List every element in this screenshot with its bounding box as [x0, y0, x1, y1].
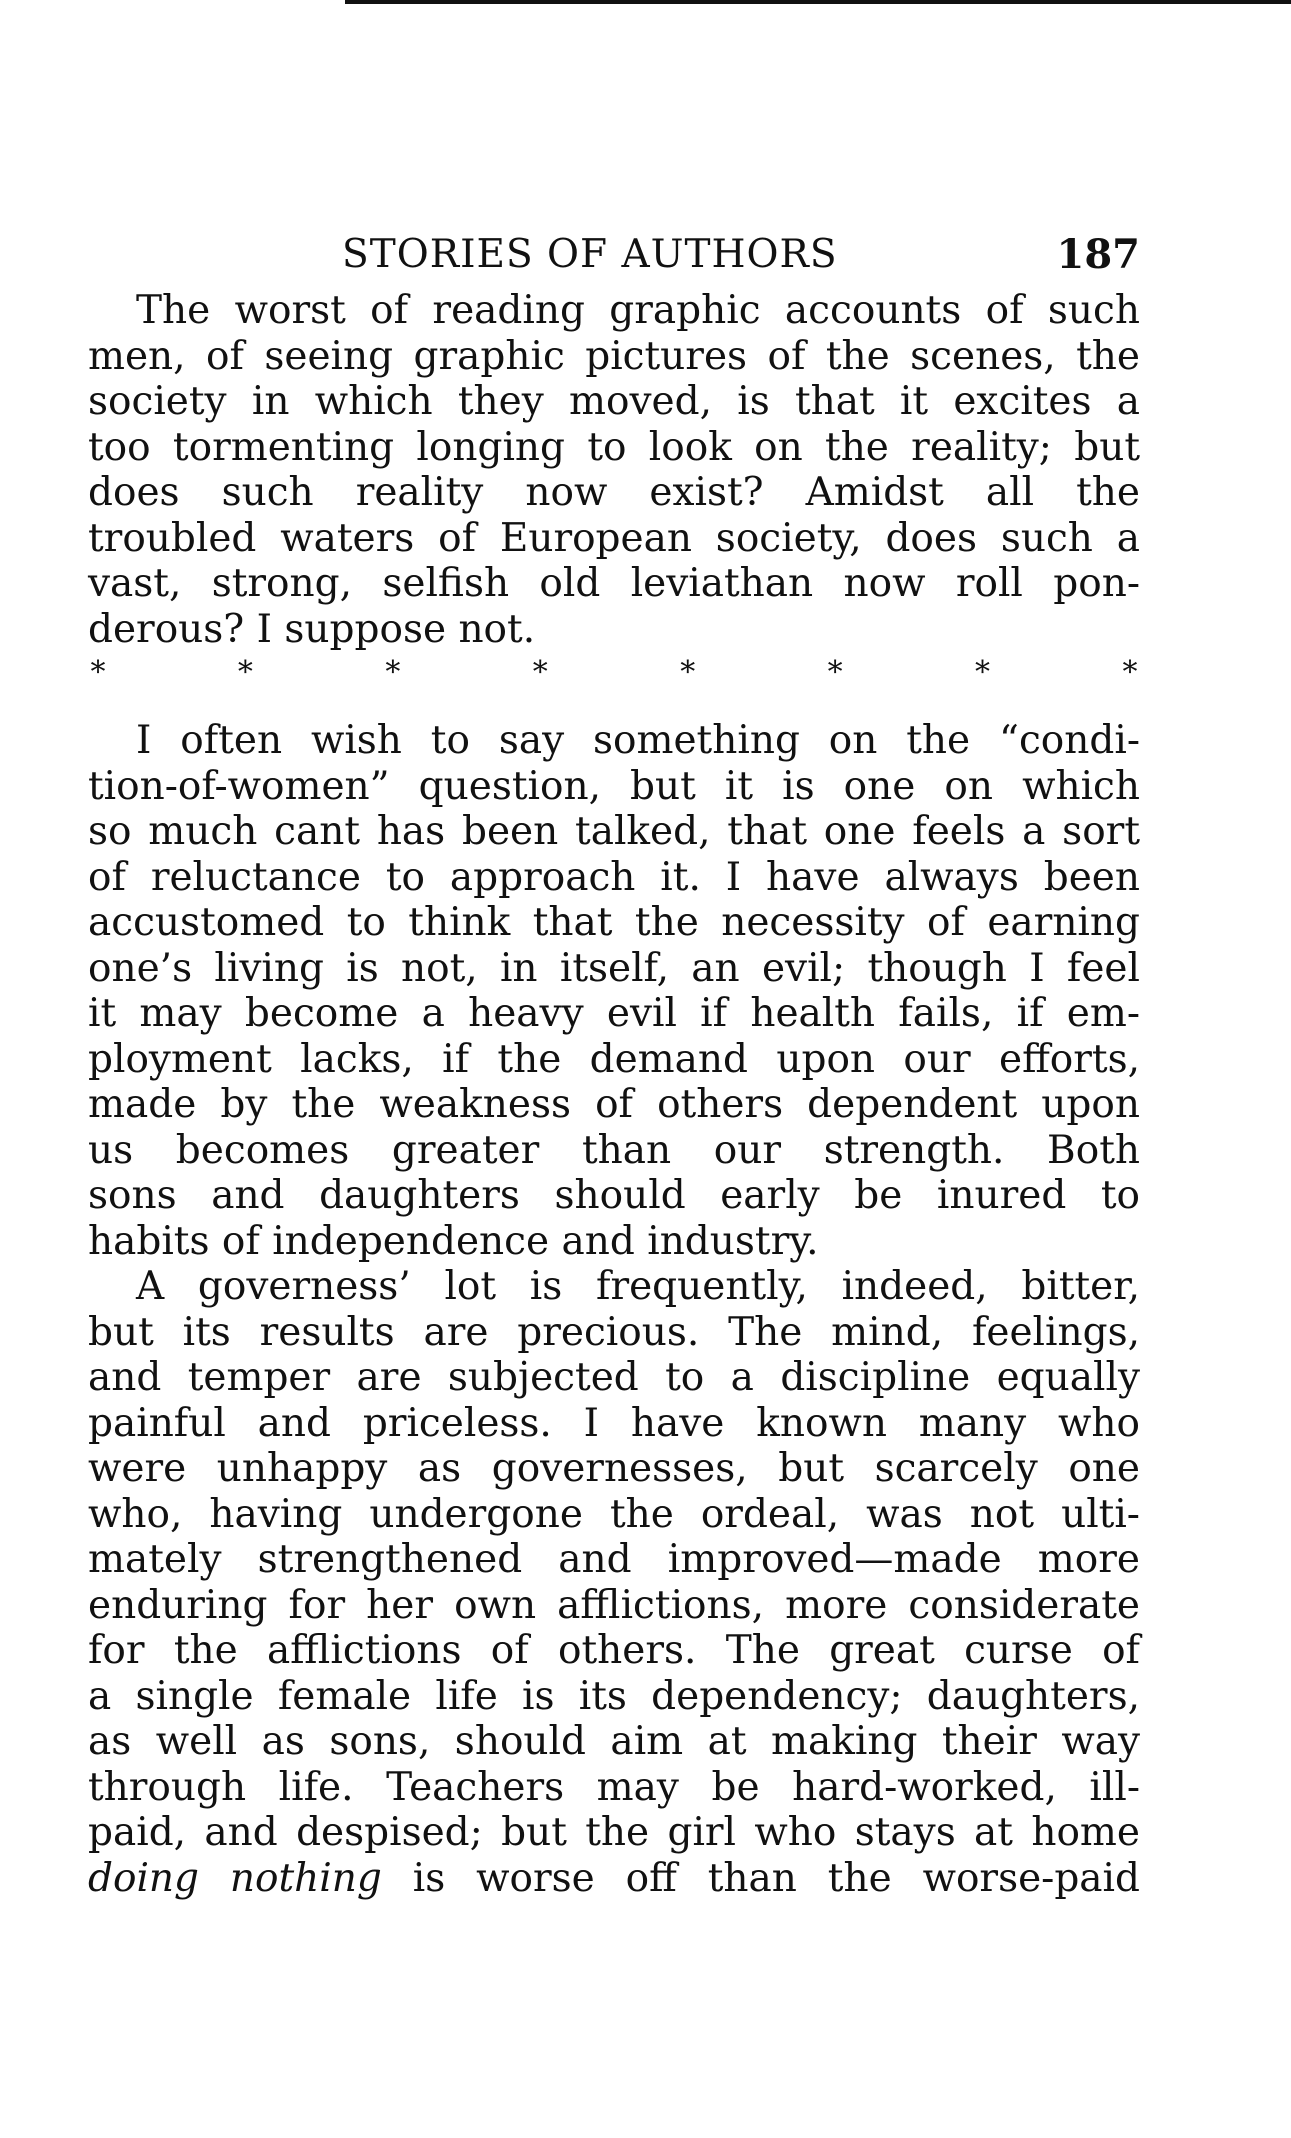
separator-asterisk: *	[680, 655, 696, 690]
italic-phrase: doing nothing	[88, 1855, 382, 1901]
separator-asterisk: *	[1122, 655, 1138, 690]
text-line: a single female life is its dependency; daughters,	[88, 1673, 1140, 1719]
running-head	[88, 226, 1140, 284]
text-line: derous? I suppose not.	[88, 606, 536, 652]
text-line: I often wish to say something on the “condi-	[136, 718, 1140, 763]
text-line: A governess’ lot is frequently, indeed, bitter,	[136, 1264, 1140, 1309]
text-line: sons and daughters should early be inured to	[88, 1173, 1140, 1218]
book-page	[88, 226, 1140, 1901]
text-line: men, of seeing graphic pictures of the scenes, the	[88, 333, 1140, 379]
text-line: who, having undergone the ordeal, was not ulti-	[88, 1491, 1140, 1537]
running-title: STORIES OF AUTHORS	[342, 232, 838, 277]
text-line: enduring for her own afflictions, more considerate	[88, 1582, 1140, 1628]
text-line: made by the weakness of others dependent upon	[88, 1082, 1140, 1127]
text-line: for the afflictions of others. The great curse of	[88, 1628, 1140, 1673]
text-line: The worst of reading graphic accounts of such	[136, 288, 1140, 333]
page-number: 187	[1056, 231, 1140, 278]
text-line: and temper are subjected to a discipline equally	[88, 1355, 1140, 1400]
paragraph-1	[88, 288, 1140, 652]
text-line: society in which they moved, is that it excites a	[88, 379, 1140, 424]
text-line: as well as sons, should aim at making their way	[88, 1719, 1140, 1764]
text-line: does such reality now exist? Amidst all the	[88, 470, 1140, 515]
separator-asterisk: *	[237, 655, 253, 690]
text-line: but its results are precious. The mind, feelings,	[88, 1309, 1140, 1355]
text-line: it may become a heavy evil if health fails, if em-	[88, 991, 1140, 1036]
text-line: were unhappy as governesses, but scarcely one	[88, 1446, 1140, 1491]
text-line-rest: is worse off than the worse-paid	[412, 1855, 1140, 1901]
body-text	[88, 288, 1140, 1901]
text-line: through life. Teachers may be hard-worked, ill-	[88, 1764, 1140, 1810]
top-page-edge-rule	[345, 0, 1291, 4]
text-line: vast, strong, selfish old leviathan now roll pon-	[88, 561, 1140, 606]
text-line: so much cant has been talked, that one feels a sort	[88, 809, 1140, 854]
text-line: painful and priceless. I have known many who	[88, 1400, 1140, 1446]
text-line-last	[88, 1856, 1140, 1902]
section-separator	[88, 655, 1140, 690]
separator-asterisk: *	[385, 655, 401, 690]
text-line: tion-of-women” question, but it is one on which	[88, 763, 1140, 809]
separator-asterisk: *	[975, 655, 991, 690]
text-line: one’s living is not, in itself, an evil; though I feel	[88, 945, 1140, 991]
text-line: ployment lacks, if the demand upon our efforts,	[88, 1036, 1140, 1082]
text-line: habits of independence and industry.	[88, 1218, 819, 1264]
separator-asterisk: *	[532, 655, 548, 690]
text-line: accustomed to think that the necessity of earning	[88, 900, 1140, 945]
separator-asterisk: *	[90, 655, 106, 690]
separator-asterisk: *	[827, 655, 843, 690]
paragraph-2	[88, 718, 1140, 1264]
text-line: too tormenting longing to look on the reality; but	[88, 424, 1140, 470]
text-line: mately strengthened and improved—made more	[88, 1537, 1140, 1582]
text-line: troubled waters of European society, does such a	[88, 515, 1140, 561]
text-line: us becomes greater than our strength. Both	[88, 1127, 1140, 1173]
text-line: of reluctance to approach it. I have always been	[88, 854, 1140, 900]
text-line: paid, and despised; but the girl who stays at home	[88, 1810, 1140, 1855]
paragraph-3	[88, 1264, 1140, 1901]
